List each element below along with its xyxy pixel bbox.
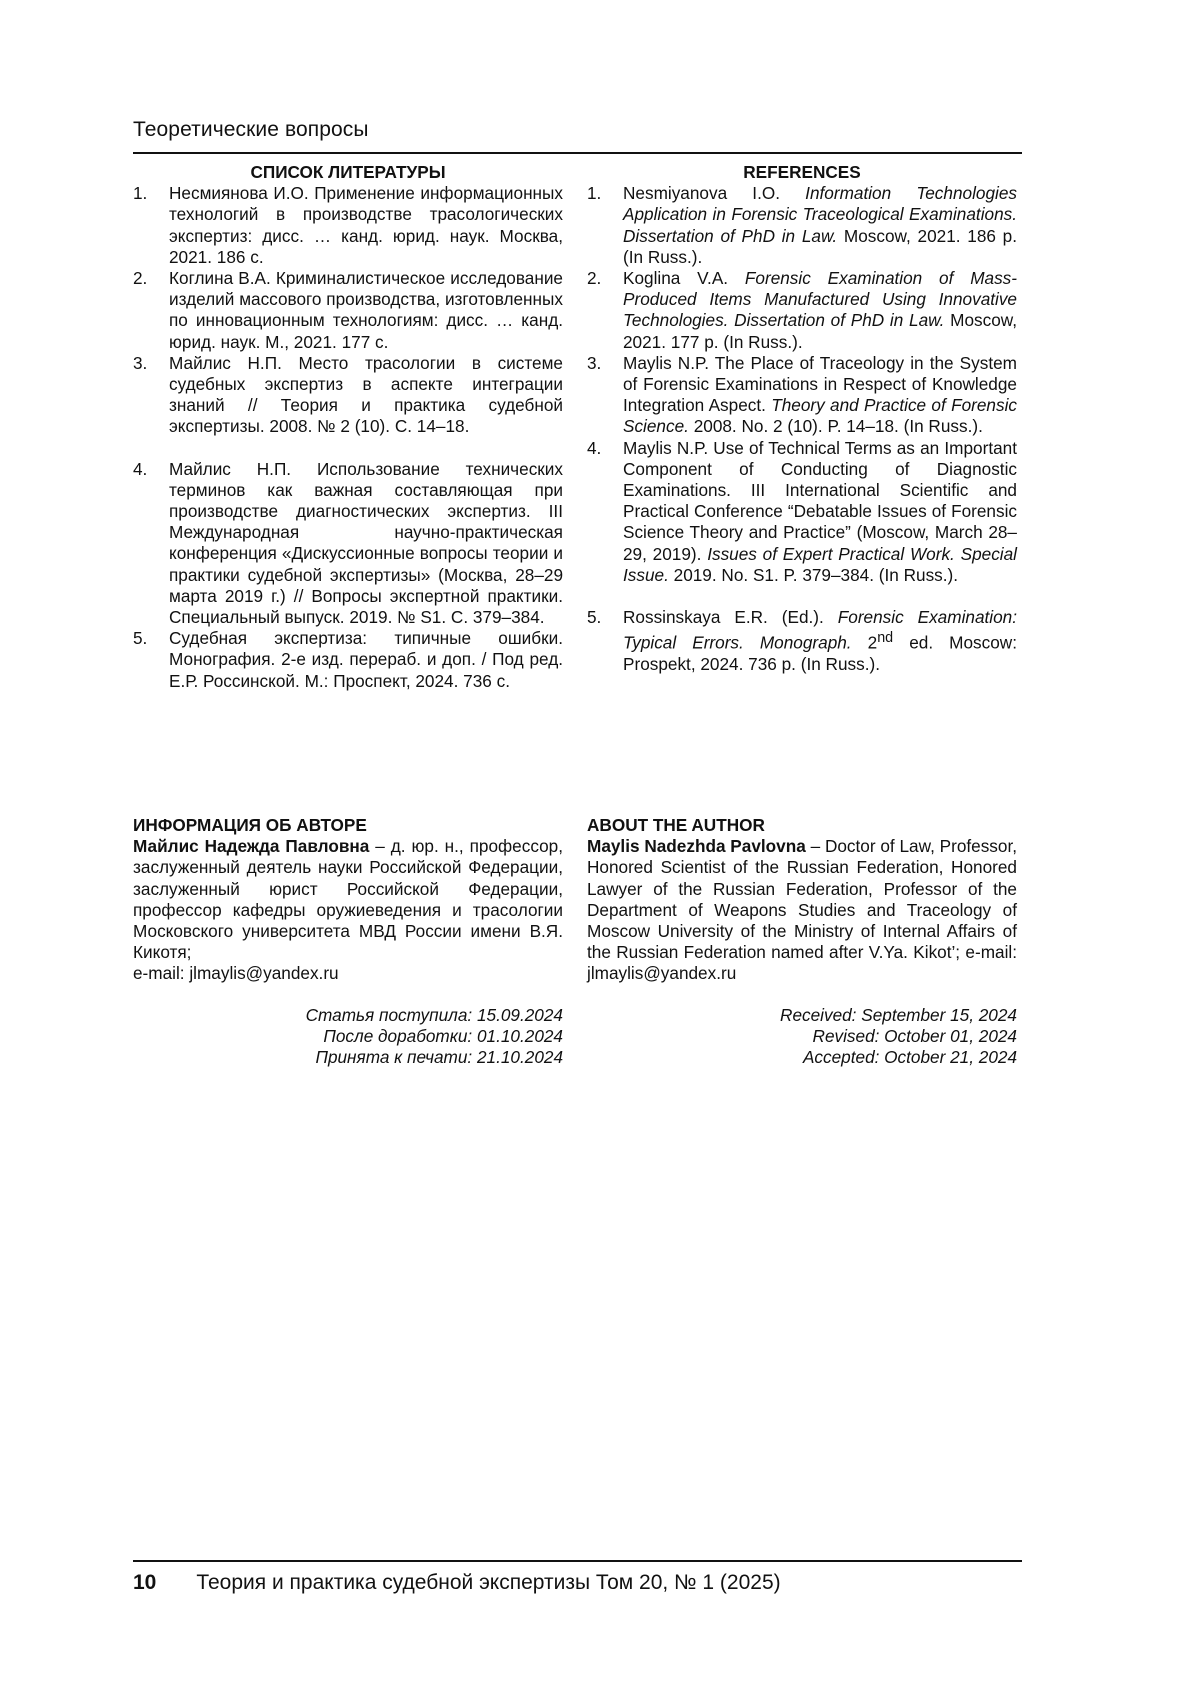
page-footer — [133, 1571, 781, 1595]
references-en — [587, 162, 1017, 675]
date-revised: Revised: October 01, 2024 — [812, 1026, 1017, 1047]
author-name: Maylis Nadezhda Pavlovna — [587, 836, 806, 857]
author-heading: ABOUT THE AUTHOR — [587, 815, 765, 835]
spacer — [587, 586, 1017, 607]
author-name: Майлис Надежда Павловна — [133, 836, 370, 857]
author-details: – Doctor of Law, Professor, Honored Scientist of the Russian Federation, Honored Lawyer of the Russian Federation, Professor of the Department of Weapons Studies and Traceology of Moscow University of the Ministry of Internal Affairs of the Russian Federation named after V.Ya. Kikot’; e-mail: jlmaylis@yandex.ru — [587, 836, 1018, 984]
reference-number: 3. — [587, 352, 602, 373]
reference-number: 3. — [133, 352, 148, 373]
article-dates-ru — [133, 1005, 563, 1069]
reference-number: 5. — [587, 607, 602, 628]
reference-text: Судебная экспертиза: типичные ошибки. Монография. 2-е изд. перераб. и доп. / Под ред. Е.Р. Россинской. М.: Проспект, 2024. 736 с. — [169, 628, 563, 691]
reference-text: Майлис Н.П. Использование технических терминов как важная составляющая при производстве диагностических экспертиз. III Международная научно-практическая конференция «Дискуссионные вопросы теории и практики судебной экспертизы» (Москва, 28–29 марта 2019 г.) // Вопросы экспертной практики. Специальный выпуск. 2019. № S1. С. 379–384. — [169, 458, 563, 628]
spacer — [133, 438, 563, 459]
author-info-ru — [133, 815, 563, 985]
reference-text: 2008. No. 2 (10). P. 14–18. (In Russ.). — [688, 416, 983, 437]
reference-number: 5. — [133, 628, 148, 649]
author-info-en — [587, 815, 1017, 985]
reference-italic: Theory and Practice of Forensic Science. — [623, 395, 1017, 437]
reference-text: Несмиянова И.О. Применение информационных технологий в производстве трасологических экспертиз: дисс. … канд. юрид. наук. Москва, 2021. 186 с. — [169, 183, 563, 267]
reference-number: 2. — [133, 268, 148, 289]
reference-en-5 — [587, 607, 1017, 675]
author-email: e-mail: jlmaylis@yandex.ru — [133, 963, 339, 984]
header-rule — [133, 152, 1022, 154]
reference-text: Maylis N.P. Use of Technical Terms as an Important Component of Conducting of Diagnostic Examinations. III International Scientific and Practical Conference “Debatable Issues of Forensic Science Theory and Practice” (Moscow, March 28–29, 2019). — [623, 437, 1017, 564]
reference-en-2 — [587, 268, 1017, 353]
reference-italic: Issues of Expert Practical Work. Special Issue. — [623, 543, 1017, 585]
author-heading: ИНФОРМАЦИЯ ОБ АВТОРЕ — [133, 815, 367, 835]
article-dates-en — [587, 1005, 1017, 1069]
reference-ru-1 — [133, 183, 563, 268]
reference-text: ed. Moscow: Prospekt, 2024. 736 p. (In Russ.). — [623, 633, 1017, 675]
reference-number: 2. — [587, 268, 602, 289]
reference-en-1 — [587, 183, 1017, 268]
references-ru-title: СПИСОК ЛИТЕРАТУРЫ — [250, 162, 446, 182]
reference-number: 4. — [587, 437, 602, 458]
date-received: Received: September 15, 2024 — [780, 1005, 1017, 1025]
reference-superscript: nd — [877, 630, 894, 647]
author-details: – д. юр. н., профессор, заслуженный деятель науки Российской Федерации, заслуженный юрист Российской Федерации, профессор кафедры оружиеведения и трасологии Московского университета МВД России имени В.Я. Кикотя; — [133, 836, 564, 963]
reference-number: 1. — [587, 183, 602, 204]
reference-italic: Forensic Examination: Typical Errors. Monograph. — [623, 607, 1017, 653]
reference-text: Moscow, 2021. 177 p. (In Russ.). — [623, 310, 1017, 352]
reference-text: 2019. No. S1. P. 379–384. (In Russ.). — [668, 564, 959, 585]
journal-name: Теория и практика судебной экспертизы Том 20, № 1 (2025) — [196, 1571, 781, 1594]
author-description — [587, 836, 1017, 984]
date-accepted: Accepted: October 21, 2024 — [802, 1047, 1017, 1068]
reference-text: Коглина В.А. Криминалистическое исследование изделий массового производства, изготовленных по инновационным технологиям: дисс. … канд. юрид. наук. М., 2021. 177 с. — [169, 268, 563, 352]
references-ru — [133, 162, 563, 692]
date-accepted: Принята к печати: 21.10.2024 — [315, 1047, 563, 1068]
reference-italic: Forensic Examination of Mass-Produced Items Manufactured Using Innovative Technologies. Dissertation of PhD in Law. — [623, 268, 1017, 331]
reference-text: Moscow, 2021. 186 p. (In Russ.). — [623, 225, 1017, 267]
reference-italic: Information Technologies Application in Forensic Traceological Examinations. Dissertation of PhD in Law. — [623, 183, 1017, 246]
reference-en-3 — [587, 353, 1017, 438]
reference-text: Nesmiyanova I.O. — [623, 183, 806, 204]
page-number: 10 — [133, 1571, 157, 1594]
footer-rule — [133, 1560, 1022, 1562]
reference-text: Майлис Н.П. Место трасологии в системе судебных экспертиз в аспекте интеграции знаний // Теория и практика судебной экспертизы. 2008. № 2 (10). С. 14–18. — [169, 352, 563, 437]
reference-number: 1. — [133, 183, 148, 204]
author-description — [133, 836, 563, 963]
reference-ru-3 — [133, 353, 563, 438]
reference-text: Koglina V.A. — [623, 268, 745, 289]
reference-text: Rossinskaya E.R. (Ed.). — [623, 607, 838, 628]
date-received: Статья поступила: 15.09.2024 — [305, 1005, 563, 1025]
reference-ru-2 — [133, 268, 563, 353]
running-title: Теоретические вопросы — [133, 118, 369, 141]
reference-ru-4 — [133, 459, 563, 629]
reference-text: 2 — [851, 633, 878, 653]
references-en-title: REFERENCES — [743, 162, 861, 182]
reference-text: Maylis N.P. The Place of Traceology in the System of Forensic Examinations in Respect of Knowledge Integration Aspect. — [623, 352, 1017, 416]
reference-number: 4. — [133, 458, 148, 479]
date-revised: После доработки: 01.10.2024 — [323, 1026, 563, 1047]
reference-ru-5 — [133, 628, 563, 692]
reference-en-4 — [587, 438, 1017, 586]
